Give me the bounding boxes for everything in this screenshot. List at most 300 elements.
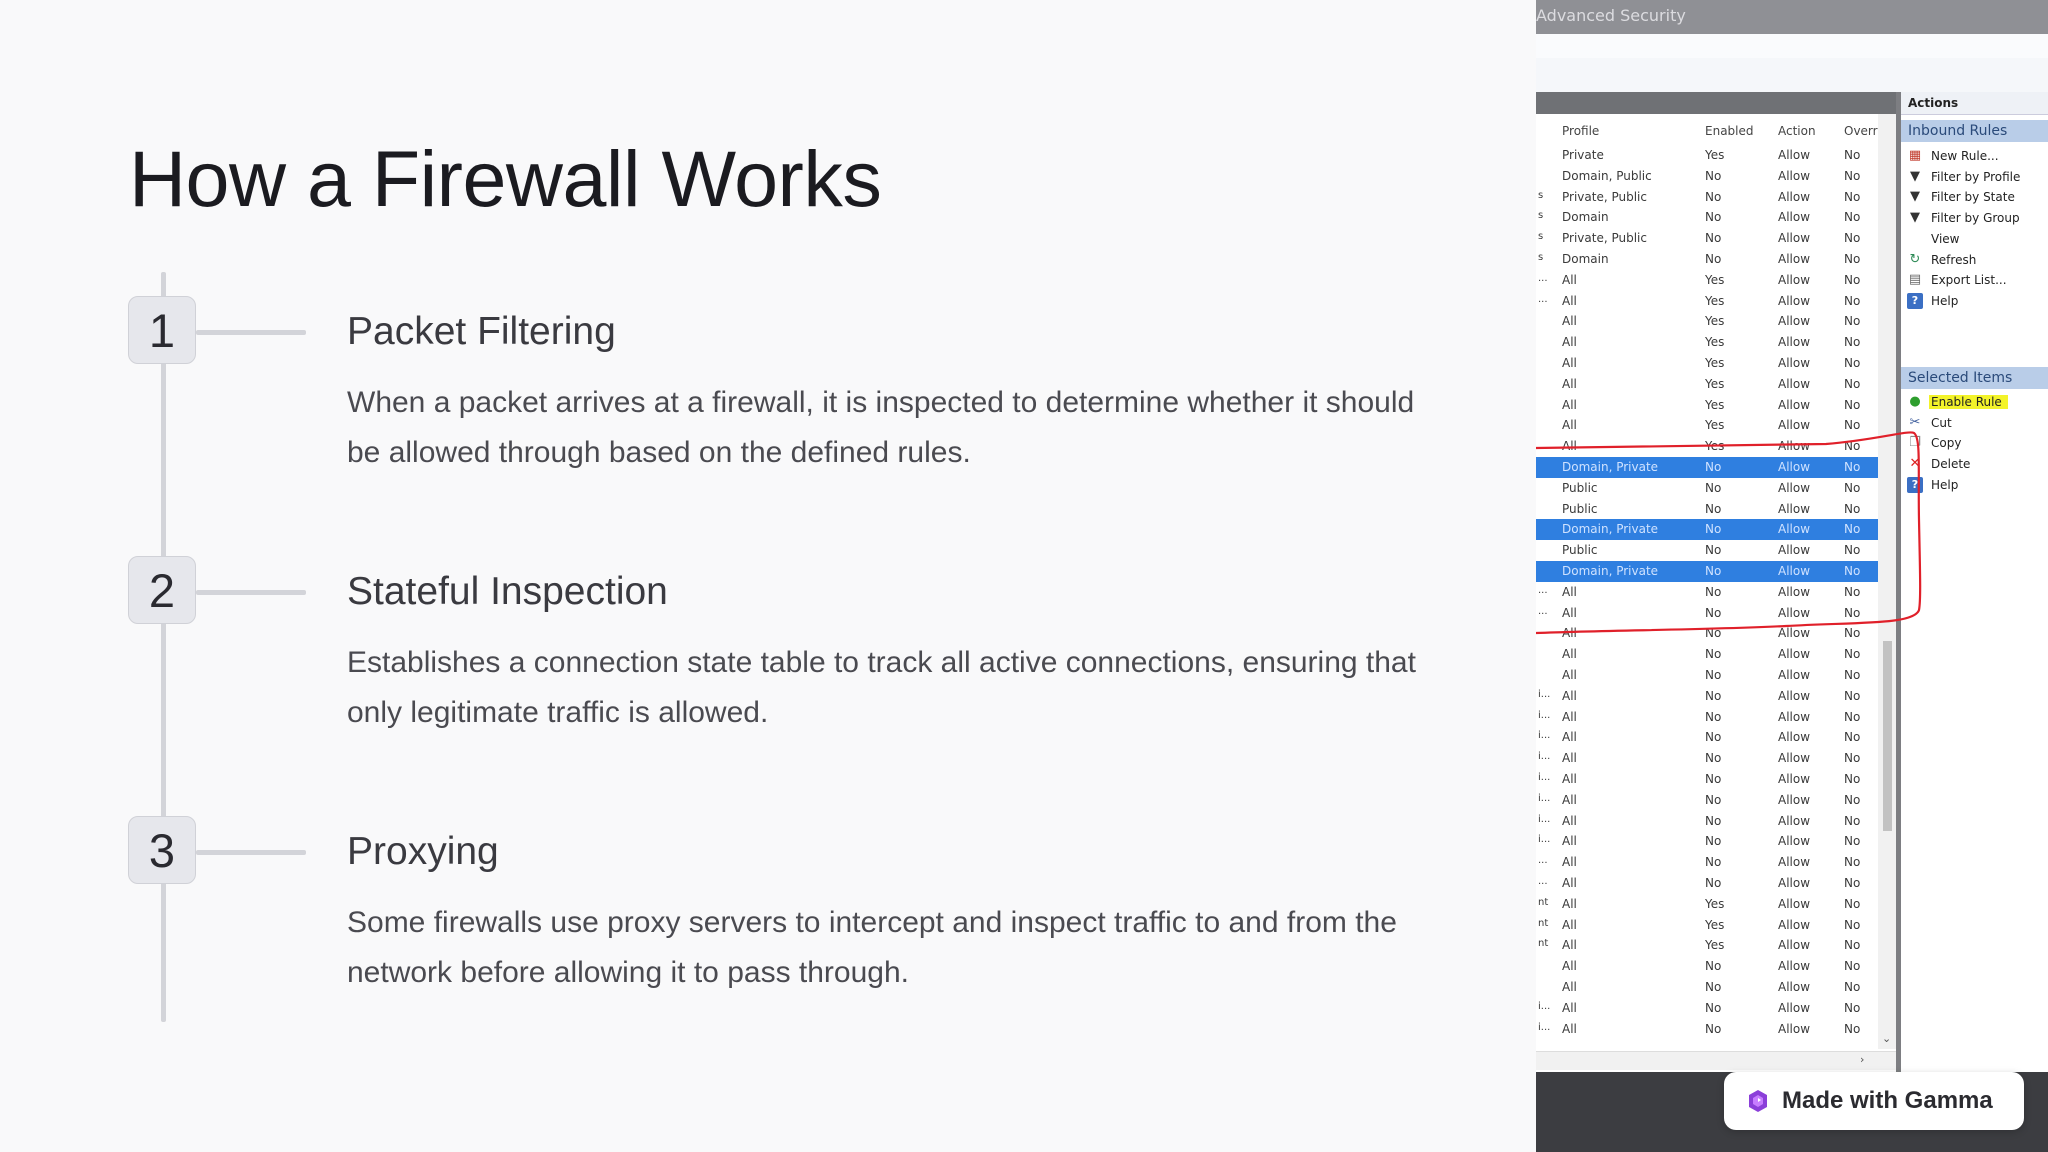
cell-name-fragment: ... (1538, 876, 1548, 887)
cell-override: No (1844, 855, 1861, 870)
cell-override: No (1844, 418, 1861, 433)
cell-action: Allow (1778, 709, 1811, 724)
cell-enabled: No (1705, 252, 1722, 266)
cell-action: Allow (1778, 1000, 1811, 1015)
cell-enabled: No (1705, 1000, 1722, 1015)
cell-action: Allow (1778, 688, 1811, 703)
step-2 (0, 556, 1536, 786)
cell-profile: All (1562, 293, 1577, 308)
cell-profile: All (1562, 855, 1577, 870)
cell-profile: All (1562, 1000, 1577, 1015)
section-inbound-rules[interactable]: Inbound Rules (1901, 120, 2048, 142)
cell-profile: All (1562, 876, 1577, 890)
step-connector (196, 330, 306, 335)
vertical-scrollbar[interactable] (1878, 114, 1896, 1049)
table-row[interactable] (1536, 207, 1878, 228)
cell-override: No (1844, 314, 1861, 329)
cell-name-fragment: ... (1538, 584, 1548, 596)
column-header-profile[interactable]: Profile (1562, 124, 1600, 138)
table-row[interactable] (1536, 998, 1878, 1019)
cell-enabled: Yes (1705, 376, 1725, 391)
window-titlebar (1536, 0, 2048, 34)
cell-action: Allow (1778, 272, 1811, 287)
table-row[interactable] (1536, 478, 1878, 499)
toolbar (1536, 34, 2048, 59)
action-label: View (1931, 231, 1960, 246)
cell-override: No (1844, 480, 1861, 495)
cell-override: No (1844, 564, 1861, 578)
cell-override: No (1844, 605, 1861, 620)
table-row[interactable] (1536, 707, 1878, 728)
cell-profile: All (1562, 730, 1577, 745)
cut-icon: ✂ (1909, 414, 1921, 430)
action-filter-by-profile[interactable] (1901, 166, 2048, 188)
cell-profile: Public (1562, 543, 1598, 558)
table-row[interactable] (1536, 291, 1878, 312)
cell-name-fragment: i... (1538, 772, 1551, 783)
cell-action: Allow (1778, 647, 1811, 662)
cell-name-fragment: i... (1538, 834, 1551, 846)
cell-override: No (1844, 709, 1861, 724)
cell-action: Allow (1778, 1021, 1811, 1036)
table-row[interactable] (1536, 395, 1878, 416)
cell-enabled: No (1705, 855, 1722, 870)
cell-profile: All (1562, 772, 1577, 786)
cell-action: Allow (1778, 168, 1811, 183)
table-row[interactable] (1536, 311, 1878, 332)
cell-override: No (1844, 460, 1861, 474)
cell-action: Allow (1778, 668, 1811, 682)
grid-title-bar (1536, 92, 1896, 114)
cell-override: No (1844, 626, 1861, 641)
step-description: Establishes a connection state table to track all active connections, ensuring that only legitimate traffic is allowed. (347, 646, 1416, 729)
cell-enabled: No (1705, 730, 1722, 745)
cell-profile: All (1562, 896, 1577, 911)
column-header-override[interactable]: Overr (1844, 124, 1878, 138)
cell-action: Allow (1778, 397, 1811, 412)
cell-enabled: No (1705, 460, 1722, 474)
cell-profile: All (1562, 314, 1577, 329)
cell-name-fragment: nt (1538, 896, 1549, 908)
table-row[interactable] (1536, 249, 1878, 270)
cell-enabled: No (1705, 709, 1722, 724)
cell-profile: Public (1562, 480, 1598, 495)
cell-enabled: No (1705, 168, 1722, 183)
table-row[interactable] (1536, 187, 1878, 208)
table-row[interactable] (1536, 748, 1878, 769)
actions-pane (1901, 92, 2048, 1072)
cell-name-fragment: s (1538, 252, 1544, 263)
cell-name-fragment: ... (1538, 855, 1548, 867)
cell-enabled: No (1705, 834, 1722, 849)
table-row[interactable] (1536, 935, 1878, 956)
table-row[interactable] (1536, 977, 1878, 998)
cell-enabled: No (1705, 480, 1722, 495)
made-with-gamma-badge[interactable] (1724, 1072, 2024, 1130)
cell-profile: All (1562, 980, 1577, 994)
cell-override: No (1844, 293, 1861, 308)
cell-enabled: Yes (1705, 917, 1725, 932)
cell-profile: All (1562, 668, 1577, 682)
page-title: How a Firewall Works (129, 134, 882, 223)
cell-name-fragment: ... (1538, 272, 1548, 284)
cell-action: Allow (1778, 938, 1811, 953)
cell-override: No (1844, 876, 1861, 890)
cell-enabled: No (1705, 605, 1722, 620)
step-number-badge: 3 (128, 816, 196, 884)
cell-override: No (1844, 584, 1861, 599)
cell-enabled: No (1705, 522, 1722, 537)
cell-action: Allow (1778, 439, 1811, 454)
cell-enabled: Yes (1705, 335, 1725, 350)
cell-name-fragment: i... (1538, 709, 1551, 721)
cell-enabled: No (1705, 626, 1722, 641)
action-label: Filter by Group (1931, 211, 2020, 226)
cell-enabled: Yes (1705, 314, 1725, 329)
step-description: When a packet arrives at a firewall, it is inspected to determine whether it should be allowed through based on the defined rules. (347, 386, 1415, 469)
cell-name-fragment: s (1538, 189, 1544, 201)
cell-profile: All (1562, 605, 1577, 620)
cell-action: Allow (1778, 834, 1811, 849)
action-label: Export List... (1931, 273, 2007, 288)
cell-override: No (1844, 917, 1861, 932)
cell-enabled: Yes (1705, 896, 1725, 911)
copy-icon: ❐ (1909, 435, 1921, 451)
cell-enabled: Yes (1705, 439, 1725, 454)
firewall-screenshot (1536, 0, 2048, 1152)
cell-enabled: Yes (1705, 293, 1725, 308)
table-row[interactable] (1536, 915, 1878, 936)
table-row[interactable] (1536, 582, 1878, 603)
table-row[interactable] (1536, 270, 1878, 291)
cell-profile: All (1562, 688, 1577, 703)
new-rule-icon: ▦ (1908, 148, 1922, 163)
cell-action: Allow (1778, 522, 1811, 537)
cell-profile: All (1562, 917, 1577, 932)
step-connector (196, 850, 306, 855)
cell-name-fragment: nt (1538, 917, 1549, 929)
cell-name-fragment: ... (1538, 605, 1548, 617)
cell-override: No (1844, 356, 1861, 370)
cell-override: No (1844, 792, 1861, 807)
table-row[interactable] (1536, 436, 1878, 457)
cell-override: No (1844, 397, 1861, 412)
cell-enabled: No (1705, 792, 1722, 807)
filter-icon: ▼ (1910, 168, 1920, 184)
cell-action: Allow (1778, 730, 1811, 745)
cell-enabled: No (1705, 189, 1722, 204)
table-row[interactable] (1536, 145, 1878, 166)
action-export-list[interactable] (1901, 269, 2048, 291)
table-row[interactable] (1536, 540, 1878, 561)
cell-override: No (1844, 730, 1861, 745)
action-delete[interactable] (1901, 453, 2048, 475)
action-view[interactable] (1901, 228, 2048, 250)
column-header-enabled[interactable]: Enabled (1705, 124, 1754, 138)
table-row[interactable] (1536, 686, 1878, 707)
cell-enabled: Yes (1705, 356, 1725, 370)
gamma-badge-text: Made with Gamma (1782, 1087, 1993, 1114)
cell-override: No (1844, 439, 1861, 454)
table-row[interactable] (1536, 166, 1878, 187)
actions-header: Actions (1901, 92, 2048, 115)
table-row[interactable] (1536, 644, 1878, 665)
export-icon: ▤ (1908, 272, 1922, 288)
cell-override: No (1844, 668, 1861, 682)
scroll-down-icon[interactable]: ⌄ (1882, 1032, 1892, 1045)
cell-action: Allow (1778, 231, 1811, 246)
action-label: Help (1931, 477, 1959, 492)
cell-enabled: No (1705, 876, 1722, 890)
action-help[interactable] (1901, 474, 2048, 496)
cell-override: No (1844, 751, 1861, 766)
cell-action: Allow (1778, 189, 1811, 204)
table-row[interactable] (1536, 1019, 1878, 1040)
cell-override: No (1844, 148, 1861, 162)
table-row[interactable] (1536, 332, 1878, 353)
delete-icon: ✕ (1909, 456, 1921, 472)
cell-profile: Private, Public (1562, 189, 1647, 204)
table-row[interactable] (1536, 956, 1878, 977)
cell-action: Allow (1778, 210, 1811, 225)
cell-action: Allow (1778, 876, 1811, 890)
cell-override: No (1844, 896, 1861, 911)
cell-override: No (1844, 813, 1861, 828)
action-refresh[interactable] (1901, 249, 2048, 271)
cell-enabled: Yes (1705, 418, 1725, 433)
cell-profile: Domain, Private (1562, 522, 1659, 537)
step-1 (0, 296, 1536, 526)
cell-profile: All (1562, 834, 1577, 849)
cell-name-fragment: i... (1538, 1021, 1551, 1033)
cell-name-fragment: nt (1538, 938, 1549, 950)
action-copy[interactable] (1901, 432, 2048, 454)
cell-name-fragment: i... (1538, 1000, 1551, 1012)
cell-name-fragment: i... (1538, 688, 1551, 700)
table-row[interactable] (1536, 353, 1878, 374)
cell-override: No (1844, 980, 1861, 994)
cell-enabled: No (1705, 959, 1722, 974)
action-filter-by-group[interactable] (1901, 207, 2048, 229)
action-label: New Rule... (1931, 149, 1999, 163)
cell-profile: Domain, Private (1562, 460, 1659, 474)
cell-profile: All (1562, 938, 1577, 953)
table-row[interactable] (1536, 811, 1878, 832)
cell-profile: All (1562, 272, 1577, 287)
cell-override: No (1844, 522, 1861, 537)
action-enable-rule[interactable] (1901, 391, 2048, 413)
cell-action: Allow (1778, 564, 1811, 578)
cell-enabled: No (1705, 584, 1722, 599)
step-3 (0, 816, 1536, 1046)
action-label: Copy (1931, 436, 1962, 451)
cell-action: Allow (1778, 896, 1811, 911)
cell-profile: All (1562, 959, 1577, 974)
cell-profile: All (1562, 397, 1577, 412)
cell-name-fragment: ... (1538, 293, 1548, 305)
action-label: Cut (1931, 415, 1952, 430)
cell-name-fragment: s (1538, 210, 1544, 222)
cell-profile: Private (1562, 148, 1604, 162)
table-row[interactable] (1536, 769, 1878, 790)
cell-override: No (1844, 376, 1861, 391)
scroll-right-icon[interactable]: › (1860, 1053, 1865, 1066)
step-connector (196, 590, 306, 595)
table-row[interactable] (1536, 228, 1878, 249)
table-row-selected[interactable] (1536, 561, 1878, 582)
refresh-icon: ↻ (1909, 251, 1921, 267)
cell-override: No (1844, 688, 1861, 703)
step-title: Proxying (347, 830, 499, 873)
table-row[interactable] (1536, 727, 1878, 748)
cell-enabled: Yes (1705, 938, 1725, 953)
cell-action: Allow (1778, 356, 1811, 370)
cell-action: Allow (1778, 480, 1811, 495)
cell-profile: Public (1562, 501, 1598, 516)
cell-profile: All (1562, 709, 1577, 724)
table-row[interactable] (1536, 894, 1878, 915)
cell-profile: Domain (1562, 252, 1609, 266)
cell-action: Allow (1778, 501, 1811, 516)
cell-enabled: No (1705, 231, 1722, 246)
cell-profile: Private, Public (1562, 231, 1647, 246)
help-icon: ? (1907, 477, 1923, 493)
cell-override: No (1844, 189, 1861, 204)
action-label: Refresh (1931, 252, 1977, 267)
cell-name-fragment: i... (1538, 813, 1551, 825)
cell-override: No (1844, 1000, 1861, 1015)
cell-enabled: No (1705, 813, 1722, 828)
table-row[interactable] (1536, 374, 1878, 395)
cell-enabled: No (1705, 751, 1722, 766)
pane-header-area (1536, 58, 2048, 92)
action-new-rule[interactable] (1901, 145, 2048, 167)
filter-icon: ▼ (1910, 189, 1920, 205)
table-row[interactable] (1536, 603, 1878, 624)
cell-profile: Domain, Private (1562, 564, 1659, 578)
table-row[interactable] (1536, 790, 1878, 811)
cell-enabled: Yes (1705, 272, 1725, 287)
cell-enabled: No (1705, 564, 1722, 578)
cell-profile: All (1562, 647, 1577, 662)
cell-enabled: No (1705, 647, 1722, 662)
cell-name-fragment: s (1538, 231, 1544, 243)
action-label: Enable Rule (1929, 395, 2008, 409)
cell-name-fragment: i... (1538, 792, 1551, 804)
step-title: Stateful Inspection (347, 570, 668, 613)
cell-action: Allow (1778, 293, 1811, 308)
cell-override: No (1844, 834, 1861, 849)
cell-action: Allow (1778, 792, 1811, 807)
cell-profile: All (1562, 751, 1577, 766)
action-label: Help (1931, 293, 1959, 308)
cell-override: No (1844, 168, 1861, 183)
action-cut[interactable] (1901, 412, 2048, 434)
action-help[interactable] (1901, 290, 2048, 312)
cell-override: No (1844, 231, 1861, 246)
cell-enabled: No (1705, 501, 1722, 516)
cell-profile: All (1562, 418, 1577, 433)
cell-enabled: No (1705, 543, 1722, 558)
table-row[interactable] (1536, 499, 1878, 520)
cell-action: Allow (1778, 855, 1811, 870)
cell-profile: All (1562, 1021, 1577, 1036)
cell-action: Allow (1778, 148, 1811, 162)
cell-name-fragment: i... (1538, 751, 1551, 763)
table-row[interactable] (1536, 852, 1878, 873)
cell-action: Allow (1778, 959, 1811, 974)
cell-override: No (1844, 272, 1861, 287)
table-row[interactable] (1536, 623, 1878, 644)
table-row-selected[interactable] (1536, 519, 1878, 540)
table-row-selected[interactable] (1536, 457, 1878, 478)
action-filter-by-state[interactable] (1901, 186, 2048, 208)
scrollbar-thumb[interactable] (1883, 641, 1892, 831)
cell-action: Allow (1778, 252, 1811, 266)
cell-action: Allow (1778, 605, 1811, 620)
cell-profile: Domain, Public (1562, 168, 1652, 183)
cell-action: Allow (1778, 980, 1811, 994)
cell-profile: All (1562, 439, 1577, 454)
cell-action: Allow (1778, 626, 1811, 641)
cell-action: Allow (1778, 418, 1811, 433)
cell-override: No (1844, 938, 1861, 953)
cell-enabled: No (1705, 1021, 1722, 1036)
cell-action: Allow (1778, 543, 1811, 558)
table-row[interactable] (1536, 415, 1878, 436)
table-row[interactable] (1536, 831, 1878, 852)
section-selected-items[interactable]: Selected Items (1901, 367, 2048, 389)
horizontal-scrollbar[interactable] (1536, 1051, 1896, 1070)
cell-override: No (1844, 335, 1861, 350)
cell-enabled: No (1705, 772, 1722, 786)
cell-action: Allow (1778, 460, 1811, 474)
cell-profile: All (1562, 813, 1577, 828)
cell-enabled: Yes (1705, 397, 1725, 412)
cell-enabled: No (1705, 688, 1722, 703)
cell-override: No (1844, 543, 1861, 558)
help-icon: ? (1907, 293, 1923, 309)
cell-enabled: No (1705, 210, 1722, 225)
step-description: Some firewalls use proxy servers to intercept and inspect traffic to and from the network before allowing it to pass through. (347, 906, 1397, 989)
cell-override: No (1844, 772, 1861, 786)
cell-override: No (1844, 210, 1861, 225)
cell-enabled: Yes (1705, 148, 1725, 162)
column-header-action[interactable]: Action (1778, 124, 1816, 138)
cell-profile: All (1562, 584, 1577, 599)
enable-icon: ● (1909, 394, 1921, 409)
cell-override: No (1844, 959, 1861, 974)
table-row[interactable] (1536, 665, 1878, 686)
cell-override: No (1844, 252, 1861, 266)
cell-profile: All (1562, 335, 1577, 350)
cell-enabled: No (1705, 980, 1722, 994)
action-label: Filter by Profile (1931, 169, 2021, 184)
table-row[interactable] (1536, 873, 1878, 894)
step-number-badge: 2 (128, 556, 196, 624)
cell-name-fragment: i... (1538, 730, 1551, 742)
cell-action: Allow (1778, 917, 1811, 932)
cell-action: Allow (1778, 584, 1811, 599)
cell-profile: All (1562, 376, 1577, 391)
blank-icon (1907, 231, 1923, 247)
cell-profile: All (1562, 626, 1577, 641)
step-number-badge: 1 (128, 296, 196, 364)
cell-action: Allow (1778, 335, 1811, 350)
cell-override: No (1844, 1021, 1861, 1036)
cell-action: Allow (1778, 376, 1811, 391)
action-label: Delete (1931, 457, 1971, 472)
